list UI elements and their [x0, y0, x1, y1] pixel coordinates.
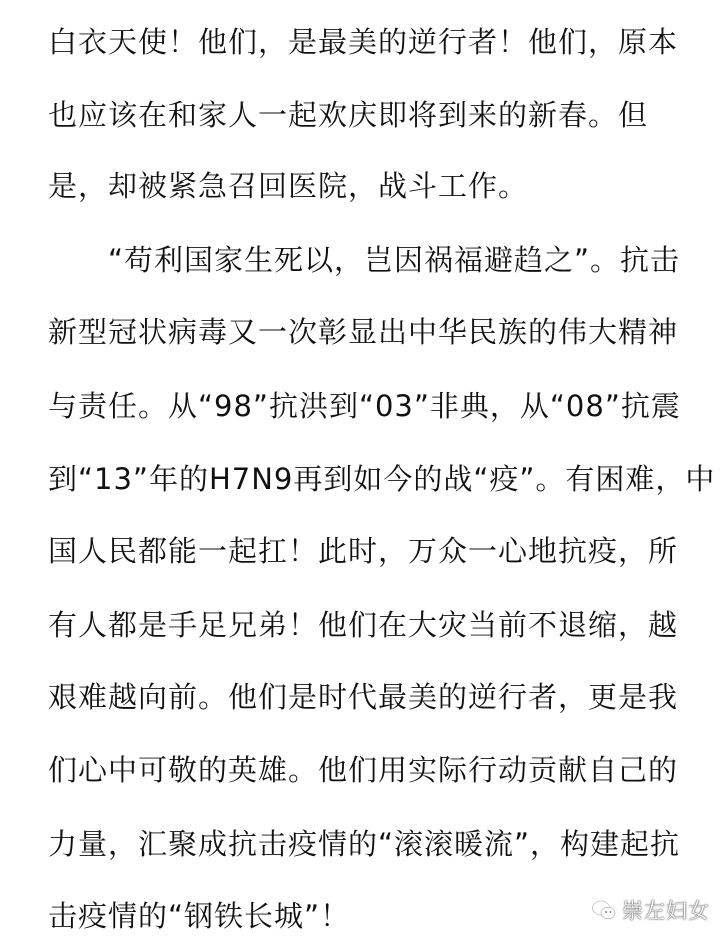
watermark [591, 890, 710, 930]
text-line: “苟利国家生死以，岂因祸福避趋之”。抗击 [108, 243, 681, 277]
wechat-icon [591, 899, 617, 921]
text-line: 艰难越向前。他们是时代最美的逆行者，更是我 [48, 680, 679, 714]
text-line: 白衣天使！他们，是最美的逆行者！他们，原本 [48, 25, 679, 59]
watermark-text: 崇左妇女 [622, 899, 710, 923]
text-line: 新型冠状病毒又一次彰显出中华民族的伟大精神 [48, 315, 679, 349]
text-line: 是，却被紧急召回医院，战斗工作。 [48, 169, 529, 203]
text-line: 们心中可敬的英雄。他们用实际行动贡献自己的 [48, 753, 679, 787]
text-line: 力量，汇聚成抗击疫情的“滚滚暖流”，构建起抗 [48, 827, 681, 861]
text-line: 到“13”年的H7N9再到如今的战“疫”。有困难，中 [48, 462, 716, 496]
text-line: 国人民都能一起扛！此时，万众一心地抗疫，所 [48, 534, 679, 568]
text-line: 与责任。从“98”抗洪到“03”非典，从“08”抗震 [48, 389, 681, 423]
text-line: 击疫情的“钢铁长城”！ [48, 899, 351, 933]
text-line: 也应该在和家人一起欢庆即将到来的新春。但 [48, 98, 649, 132]
text-line: 有人都是手足兄弟！他们在大灾当前不退缩，越 [48, 608, 679, 642]
